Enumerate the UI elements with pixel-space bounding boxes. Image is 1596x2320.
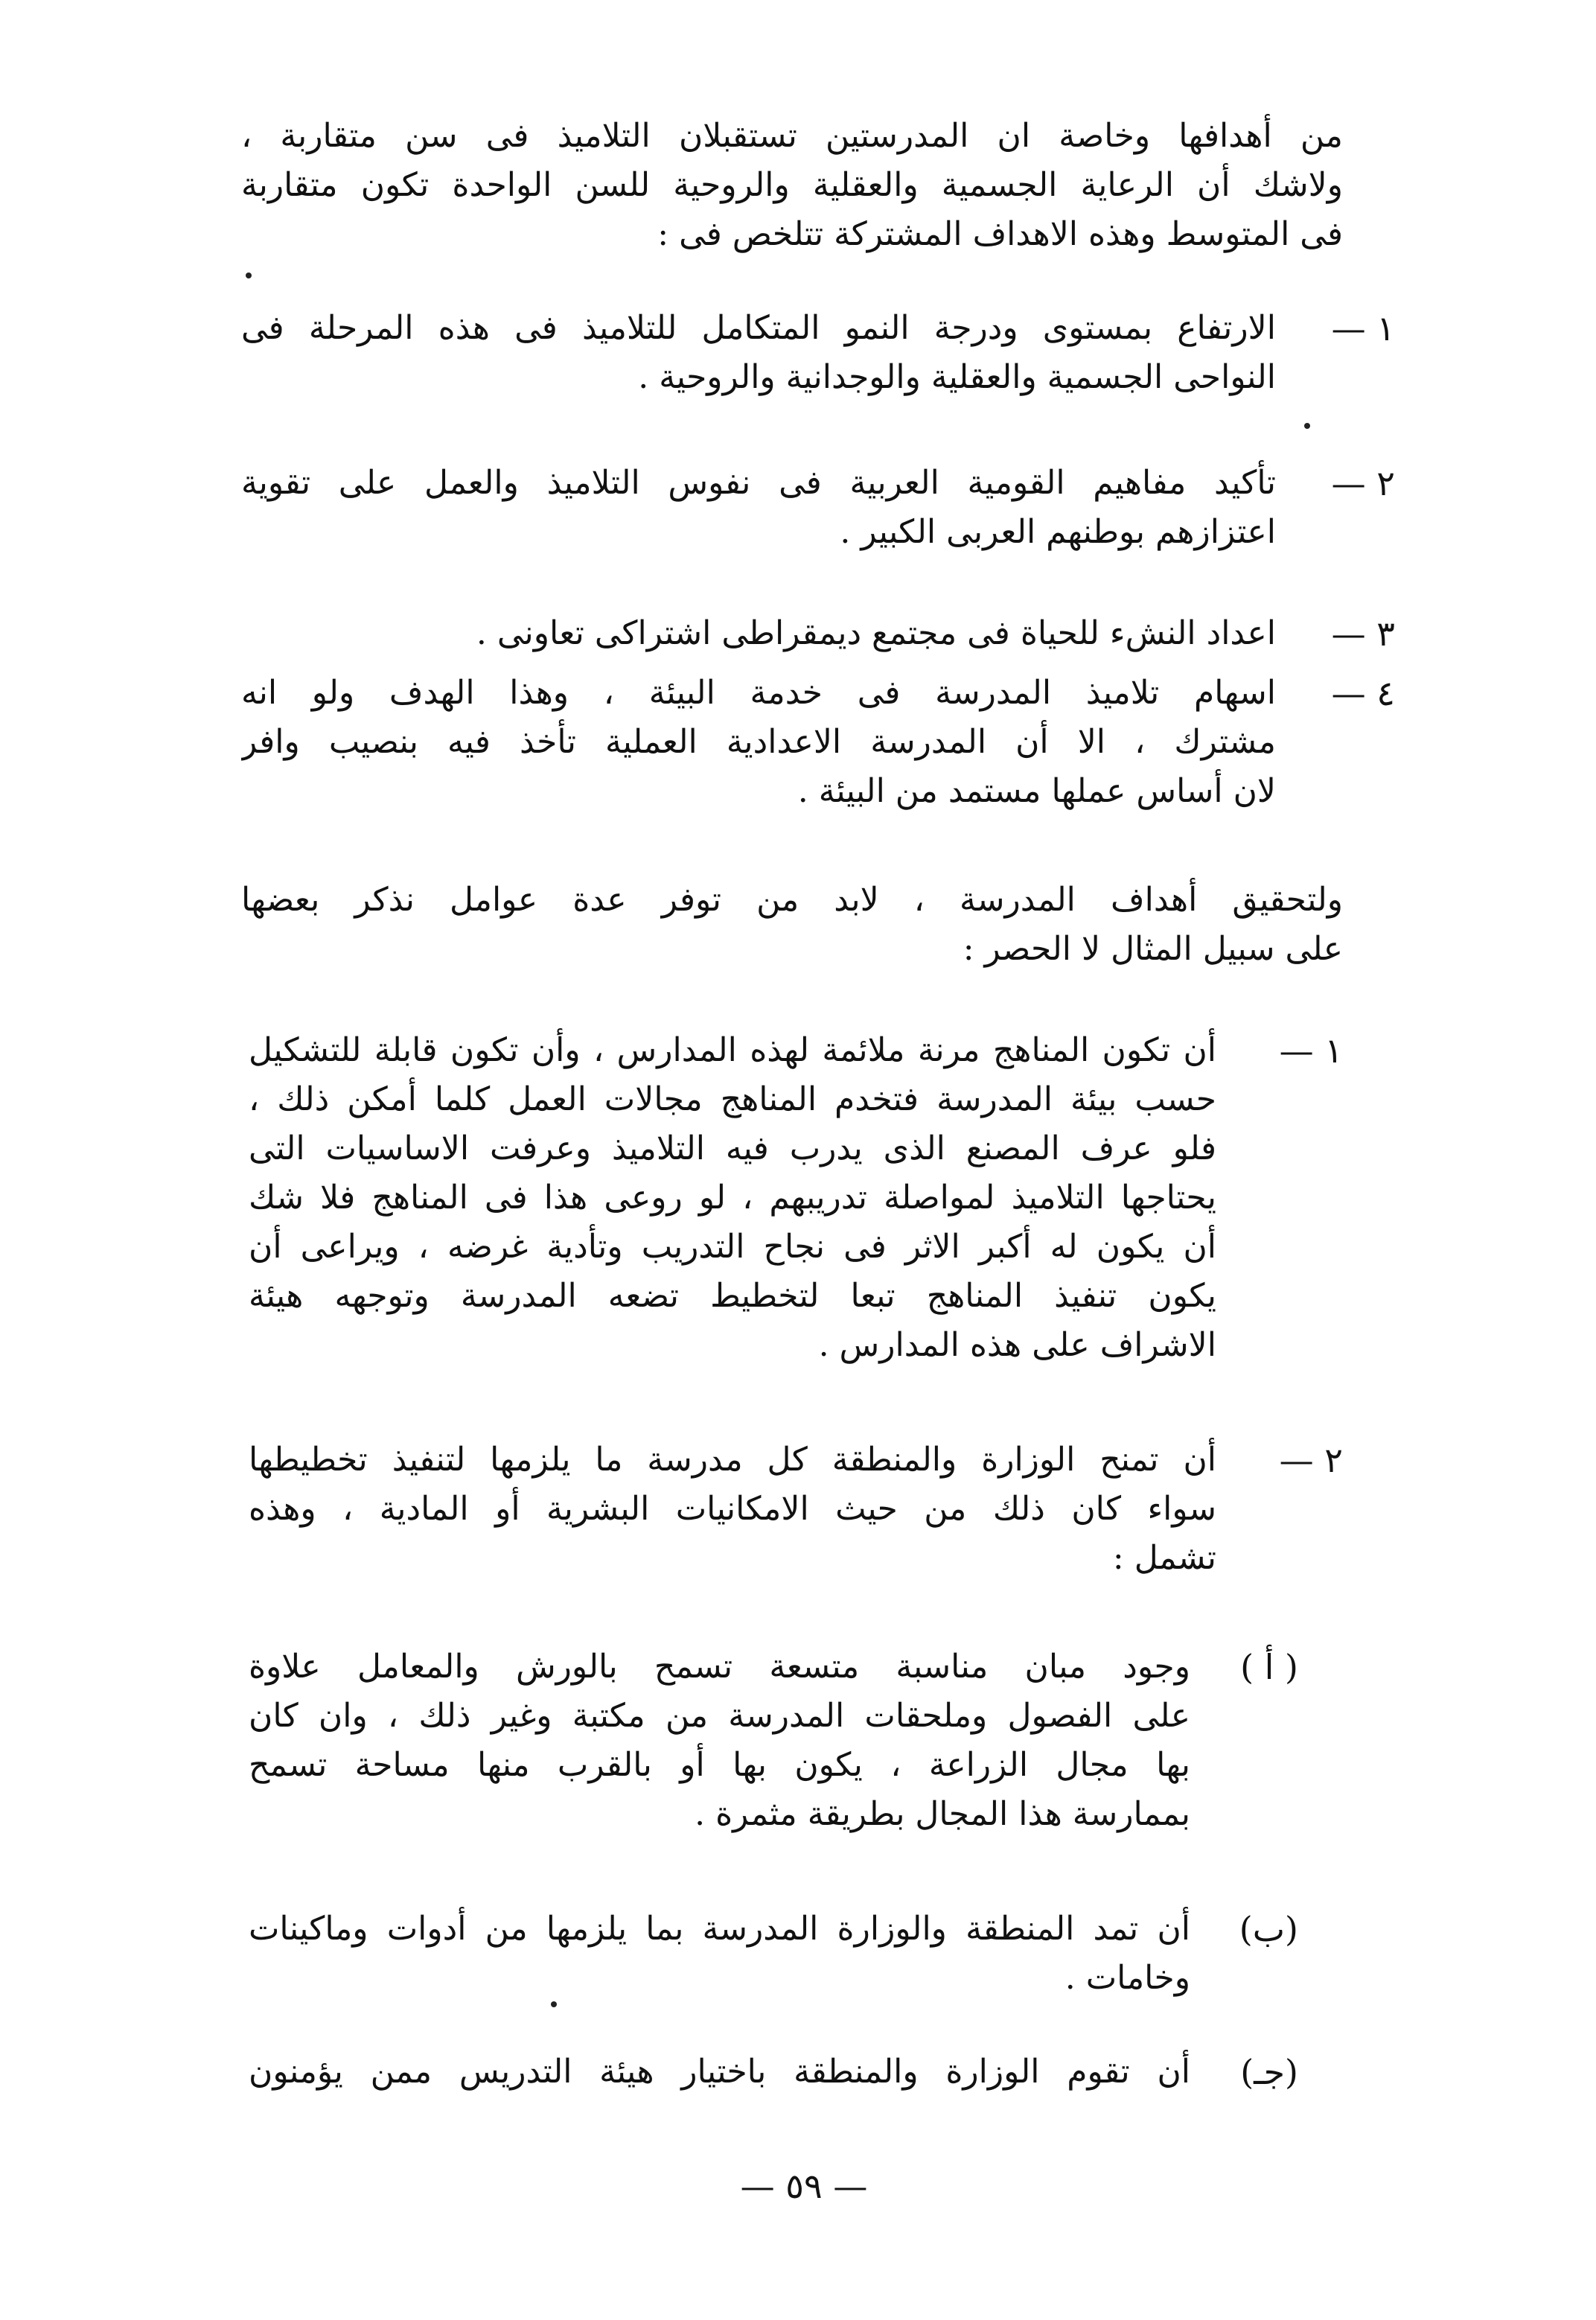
subitem-line: بممارسة هذا المجال بطريقة مثمرة .	[695, 1795, 1190, 1833]
goal-line: الارتفاع بمستوى ودرجة النمو المتكامل للتلاميذ فى هذه المرحلة فى	[241, 309, 1276, 347]
subitem-line: وجود مبان مناسبة متسعة تسمح بالورش والمعامل علاوة	[249, 1648, 1190, 1686]
factor-line: أن تكون المناهج مرنة ملائمة لهذه المدارس ، وأن تكون قابلة للتشكيل	[249, 1031, 1216, 1069]
goal-line: النواحى الجسمية والعقلية والوجدانية والروحية .	[638, 358, 1276, 396]
subitem-line: وخامات .	[1064, 1959, 1190, 1997]
subitem-marker: ( أ )	[1240, 1647, 1298, 1687]
intro-line: من أهدافها وخاصة ان المدرستين تستقبلان التلاميذ فى سن متقاربة ،	[241, 117, 1343, 155]
scan-speck	[551, 2001, 557, 2007]
factor-line: يكون تنفيذ المناهج تبعا لتخطيط تضعه المدرسة وتوجهه هيئة	[249, 1277, 1216, 1315]
factor-number: ٢ —	[1279, 1440, 1343, 1480]
goal-number: ١ —	[1331, 308, 1395, 348]
factor-line: أن تمنح الوزارة والمنطقة كل مدرسة ما يلزمها لتنفيذ تخطيطها	[249, 1441, 1216, 1479]
goal-line: لان أساس عملها مستمد من البيئة .	[797, 772, 1276, 810]
goal-line: اعداد النشء للحياة فى مجتمع ديمقراطى اشتراكى تعاونى .	[476, 614, 1276, 652]
scan-speck	[246, 273, 252, 278]
factor-line: يحتاجها التلاميذ لمواصلة تدريبهم ، لو روعى هذا فى المناهج فلا شك	[249, 1179, 1216, 1217]
subitem-marker: (ب)	[1239, 1909, 1298, 1949]
subitem-marker: (جـ)	[1240, 2052, 1298, 2092]
factor-number: ١ —	[1279, 1030, 1343, 1071]
factor-line: سواء كان ذلك من حيث الامكانيات البشرية أو المادية ، وهذه	[249, 1490, 1216, 1528]
transition-line: على سبيل المثال لا الحصر :	[963, 930, 1343, 968]
transition-line: ولتحقيق أهداف المدرسة ، لابد من توفر عدة عوامل نذكر بعضها	[241, 881, 1343, 919]
goal-line: تأكيد مفاهيم القومية العربية فى نفوس التلاميذ والعمل على تقوية	[241, 464, 1276, 502]
intro-line: فى المتوسط وهذه الاهداف المشتركة تتلخص فى :	[657, 215, 1343, 253]
subitem-line: أن تقوم الوزارة والمنطقة باختيار هيئة التدريس ممن يؤمنون	[249, 2053, 1190, 2091]
factor-line: فلو عرف المصنع الذى يدرب فيه التلاميذ وعرفت الاساسيات التى	[249, 1129, 1216, 1167]
goal-number: ٤ —	[1331, 673, 1395, 713]
goal-line: اسهام تلاميذ المدرسة فى خدمة البيئة ، وهذا الهدف ولو انه	[241, 674, 1276, 712]
scan-speck	[1304, 423, 1310, 429]
goal-number: ٣ —	[1331, 614, 1395, 654]
subitem-line: بها مجال الزراعة ، يكون بها أو بالقرب منها مساحة تسمح	[249, 1746, 1190, 1784]
intro-line: ولاشك أن الرعاية الجسمية والعقلية والروحية للسن الواحدة تكون متقاربة	[241, 166, 1343, 204]
goal-number: ٢ —	[1331, 463, 1395, 503]
goal-line: اعتزازهم بوطنهم العربى الكبير .	[840, 513, 1276, 551]
page-number: — ٥٩ —	[740, 2166, 868, 2206]
factor-line: تشمل :	[1112, 1539, 1216, 1577]
goal-line: مشترك ، الا أن المدرسة الاعدادية العملية تأخذ فيه بنصيب وافر	[241, 723, 1276, 761]
factor-line: حسب بيئة المدرسة فتخدم المناهج مجالات العمل كلما أمكن ذلك ،	[249, 1080, 1216, 1118]
factor-line: الاشراف على هذه المدارس .	[818, 1326, 1216, 1364]
factor-line: أن يكون له أكبر الاثر فى نجاح التدريب وتأدية غرضه ، ويراعى أن	[249, 1228, 1216, 1266]
subitem-line: على الفصول وملحقات المدرسة من مكتبة وغير ذلك ، وان كان	[249, 1697, 1190, 1735]
subitem-line: أن تمد المنطقة والوزارة المدرسة بما يلزمها من أدوات وماكينات	[249, 1910, 1190, 1948]
